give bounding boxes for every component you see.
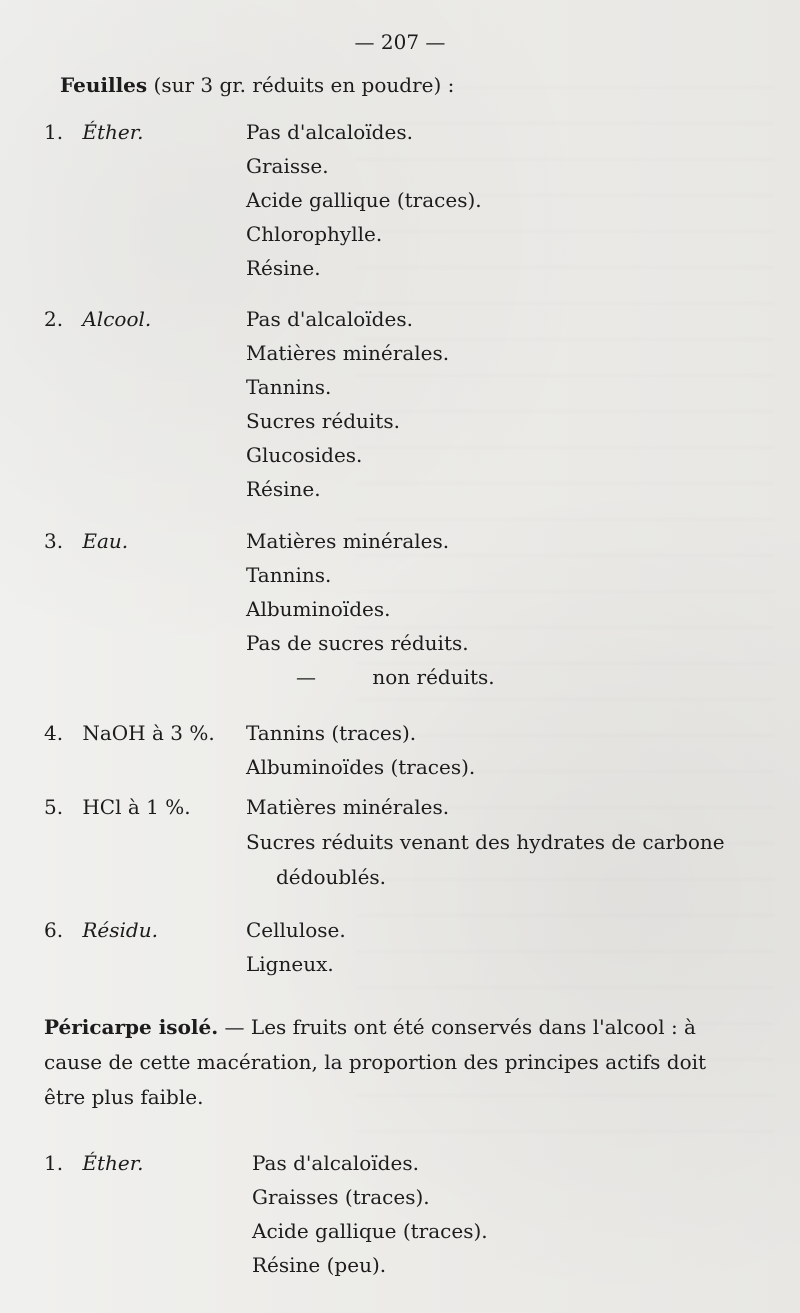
naoh-results <box>246 716 771 784</box>
result-line: Résine. <box>246 477 321 501</box>
result-line: Pas d'alcaloïdes. <box>246 120 413 144</box>
ether-label-text: Éther. <box>82 120 144 144</box>
result-line: Chlorophylle. <box>246 222 383 246</box>
result-line: Albuminoïdes (traces). <box>246 755 476 779</box>
result-line: Pas d'alcaloïdes. <box>246 307 413 331</box>
residue-label-text: Résidu. <box>82 918 158 942</box>
hcl-number: 5. <box>44 795 64 819</box>
dash-result-line <box>246 660 771 694</box>
pericarp-ether-label <box>44 1146 234 1180</box>
naoh-label-text: NaOH à 3 %. <box>82 721 215 745</box>
result-line: Tannins. <box>246 375 332 399</box>
alcohol-results <box>246 302 771 506</box>
ether-label <box>44 115 234 149</box>
alcohol-label <box>44 302 234 336</box>
result-line: Acide gallique (traces). <box>246 188 482 212</box>
result-line: Matières minérales. <box>246 795 450 819</box>
hcl-label <box>44 790 234 824</box>
paragraph-line-2: cause de cette macération, la proportion des principes actifs doit <box>44 1050 707 1074</box>
alcohol-number: 2. <box>44 307 64 331</box>
paragraph-line-1-text: — Les fruits ont été conservés dans l'alcool : à <box>218 1015 696 1039</box>
result-line: Sucres réduits venant des hydrates de carbone <box>246 830 725 854</box>
water-number: 3. <box>44 529 64 553</box>
page-number: — 207 — <box>354 30 446 54</box>
pericarp-ether-label-text: Éther. <box>82 1151 144 1175</box>
result-line: Tannins. <box>246 563 332 587</box>
naoh-label <box>44 716 234 750</box>
paragraph-line <box>44 1010 763 1045</box>
pericarp-ether-number: 1. <box>44 1151 64 1175</box>
pericarp-paragraph <box>44 1010 763 1115</box>
result-line: Cellulose. <box>246 918 346 942</box>
result-line: Matières minérales. <box>246 529 450 553</box>
result-line: dédoublés. <box>276 865 387 889</box>
alcohol-label-text: Alcool. <box>82 307 152 331</box>
ether-number: 1. <box>44 120 64 144</box>
result-line: Résine. <box>246 256 321 280</box>
water-label-text: Eau. <box>82 529 129 553</box>
naoh-number: 4. <box>44 721 64 745</box>
result-line: Résine (peu). <box>252 1253 387 1277</box>
residue-number: 6. <box>44 918 64 942</box>
hcl-results <box>246 790 771 894</box>
result-line: Glucosides. <box>246 443 363 467</box>
result-line: Tannins (traces). <box>246 721 417 745</box>
result-line: Matières minérales. <box>246 341 450 365</box>
result-line: Albuminoïdes. <box>246 597 391 621</box>
pericarp-ether-results <box>252 1146 777 1282</box>
result-line: Pas de sucres réduits. <box>246 631 469 655</box>
result-line: Sucres réduits. <box>246 409 400 433</box>
dash-result-text: non réduits. <box>372 665 495 689</box>
leaves-heading-bold: Feuilles <box>60 73 148 97</box>
pericarp-heading: Péricarpe isolé. <box>44 1015 219 1039</box>
result-line: Acide gallique (traces). <box>252 1219 488 1243</box>
leaves-heading <box>60 70 454 100</box>
water-label <box>44 524 234 558</box>
repeat-dash: — <box>296 665 316 689</box>
result-line: Graisse. <box>246 154 329 178</box>
result-line: Ligneux. <box>246 952 334 976</box>
residue-label <box>44 913 234 947</box>
result-line: Graisses (traces). <box>252 1185 430 1209</box>
hcl-label-text: HCl à 1 %. <box>82 795 191 819</box>
residue-results <box>246 913 771 981</box>
ether-results <box>246 115 771 285</box>
water-results <box>246 524 771 694</box>
leaves-heading-rest: (sur 3 gr. réduits en poudre) : <box>153 73 455 97</box>
result-line: Pas d'alcaloïdes. <box>252 1151 419 1175</box>
paragraph-line-3: être plus faible. <box>44 1085 204 1109</box>
